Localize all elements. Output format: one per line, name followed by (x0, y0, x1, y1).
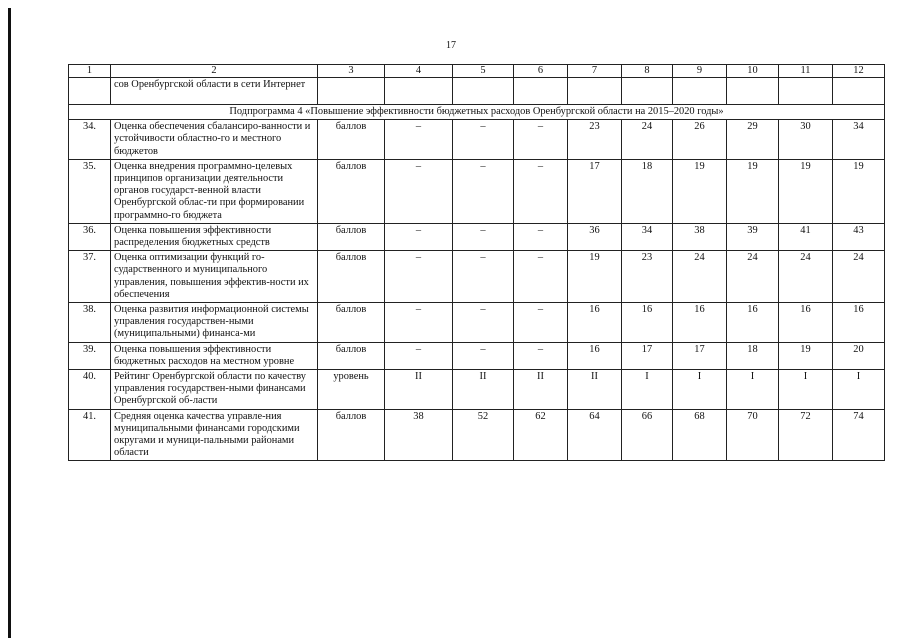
value-cell: 19 (727, 159, 779, 223)
indicator-name-cell: Оценка обеспечения сбалансиро-ванности и устойчивости областно-го и местного бюджетов (111, 120, 318, 160)
value-cell: I (779, 370, 833, 410)
empty-cell (673, 78, 727, 105)
value-cell: 16 (568, 342, 622, 369)
value-cell: 52 (453, 409, 514, 461)
value-cell: 19 (568, 251, 622, 303)
value-cell: – (514, 223, 568, 250)
value-cell: 19 (833, 159, 885, 223)
value-cell: 19 (779, 342, 833, 369)
value-cell: 16 (622, 303, 673, 343)
value-cell: 34 (833, 120, 885, 160)
value-cell: 16 (568, 303, 622, 343)
empty-cell (833, 78, 885, 105)
unit-cell: баллов (318, 251, 385, 303)
value-cell: – (514, 342, 568, 369)
value-cell: 66 (622, 409, 673, 461)
value-cell: – (514, 303, 568, 343)
value-cell: 36 (568, 223, 622, 250)
value-cell: 43 (833, 223, 885, 250)
value-cell: 68 (673, 409, 727, 461)
value-cell: 24 (833, 251, 885, 303)
empty-cell (385, 78, 453, 105)
unit-cell: баллов (318, 120, 385, 160)
row-number-cell: 40. (69, 370, 111, 410)
value-cell: – (453, 159, 514, 223)
table-row (69, 303, 885, 343)
indicator-name-cell: сов Оренбургской области в сети Интернет (111, 78, 318, 105)
value-cell: – (453, 303, 514, 343)
unit-cell: баллов (318, 409, 385, 461)
row-number-cell: 39. (69, 342, 111, 369)
value-cell: – (385, 251, 453, 303)
value-cell: 17 (673, 342, 727, 369)
header-row (69, 65, 885, 78)
value-cell: 19 (779, 159, 833, 223)
table-row (69, 342, 885, 369)
value-cell: – (453, 251, 514, 303)
empty-cell (727, 78, 779, 105)
value-cell: II (453, 370, 514, 410)
unit-cell: баллов (318, 223, 385, 250)
value-cell: 64 (568, 409, 622, 461)
subprogram-row (69, 105, 885, 120)
value-cell: – (385, 303, 453, 343)
value-cell: 17 (622, 342, 673, 369)
value-cell: – (514, 251, 568, 303)
empty-cell (514, 78, 568, 105)
continuation-row (69, 78, 885, 105)
value-cell: 70 (727, 409, 779, 461)
value-cell: 39 (727, 223, 779, 250)
row-number-cell: 35. (69, 159, 111, 223)
table-row (69, 370, 885, 410)
value-cell: 41 (779, 223, 833, 250)
row-number-cell (69, 78, 111, 105)
value-cell: I (673, 370, 727, 410)
value-cell: 20 (833, 342, 885, 369)
indicator-name-cell: Оценка повышения эффективности распределения бюджетных средств (111, 223, 318, 250)
row-number-cell: 34. (69, 120, 111, 160)
value-cell: II (568, 370, 622, 410)
value-cell: 24 (622, 120, 673, 160)
value-cell: 38 (673, 223, 727, 250)
value-cell: 18 (622, 159, 673, 223)
empty-cell (622, 78, 673, 105)
value-cell: 30 (779, 120, 833, 160)
indicator-name-cell: Оценка оптимизации функций го-сударственного и муниципального управления, повышения эффектив-ности их обеспечения (111, 251, 318, 303)
value-cell: – (385, 120, 453, 160)
indicator-name-cell: Оценка повышения эффективности бюджетных расходов на местном уровне (111, 342, 318, 369)
value-cell: 19 (673, 159, 727, 223)
value-cell: 16 (673, 303, 727, 343)
header-cell: 3 (318, 65, 385, 78)
header-cell: 6 (514, 65, 568, 78)
value-cell: 72 (779, 409, 833, 461)
value-cell: – (385, 223, 453, 250)
row-number-cell: 38. (69, 303, 111, 343)
row-number-cell: 37. (69, 251, 111, 303)
subprogram-title: Подпрограмма 4 «Повышение эффективности бюджетных расходов Оренбургской области на 2015–2020 годы» (69, 105, 885, 120)
header-cell: 9 (673, 65, 727, 78)
indicator-name-cell: Рейтинг Оренбургской области по качеству управления государствен-ными финансами Оренбургской об-ласти (111, 370, 318, 410)
value-cell: – (514, 120, 568, 160)
value-cell: II (385, 370, 453, 410)
indicator-name-cell: Средняя оценка качества управле-ния муниципальными финансами городскими округами и муници-пальными районами области (111, 409, 318, 461)
indicators-table (68, 64, 885, 461)
value-cell: 18 (727, 342, 779, 369)
empty-cell (568, 78, 622, 105)
header-cell: 11 (779, 65, 833, 78)
value-cell: 26 (673, 120, 727, 160)
row-number-cell: 36. (69, 223, 111, 250)
value-cell: 29 (727, 120, 779, 160)
header-cell: 4 (385, 65, 453, 78)
value-cell: 34 (622, 223, 673, 250)
page-number: 17 (446, 40, 456, 51)
value-cell: 24 (673, 251, 727, 303)
table-body (69, 65, 885, 461)
indicator-name-cell: Оценка развития информационной системы управления государствен-ными (муниципальными) финанса-ми (111, 303, 318, 343)
value-cell: – (385, 342, 453, 369)
empty-cell (779, 78, 833, 105)
table-row (69, 223, 885, 250)
table-row (69, 159, 885, 223)
value-cell: I (727, 370, 779, 410)
unit-cell: баллов (318, 303, 385, 343)
value-cell: 16 (779, 303, 833, 343)
table-row (69, 251, 885, 303)
value-cell: 62 (514, 409, 568, 461)
empty-cell (453, 78, 514, 105)
table-row (69, 120, 885, 160)
value-cell: 16 (727, 303, 779, 343)
value-cell: 24 (727, 251, 779, 303)
indicator-name-cell: Оценка внедрения программно-целевых принципов организации деятельности органов государст-венной власти Оренбургской облас-ти при формировании программно-го бюджета (111, 159, 318, 223)
header-cell: 1 (69, 65, 111, 78)
header-cell: 8 (622, 65, 673, 78)
value-cell: – (385, 159, 453, 223)
unit-cell: баллов (318, 159, 385, 223)
value-cell: 74 (833, 409, 885, 461)
value-cell: I (622, 370, 673, 410)
unit-cell: баллов (318, 342, 385, 369)
header-cell: 2 (111, 65, 318, 78)
value-cell: 24 (779, 251, 833, 303)
row-number-cell: 41. (69, 409, 111, 461)
header-cell: 5 (453, 65, 514, 78)
value-cell: – (453, 223, 514, 250)
value-cell: – (453, 342, 514, 369)
value-cell: 23 (568, 120, 622, 160)
table-row (69, 409, 885, 461)
value-cell: – (514, 159, 568, 223)
value-cell: 17 (568, 159, 622, 223)
value-cell: 38 (385, 409, 453, 461)
header-cell: 12 (833, 65, 885, 78)
value-cell: I (833, 370, 885, 410)
page-edge-bar (8, 8, 11, 638)
empty-cell (318, 78, 385, 105)
header-cell: 7 (568, 65, 622, 78)
value-cell: 23 (622, 251, 673, 303)
value-cell: II (514, 370, 568, 410)
value-cell: 16 (833, 303, 885, 343)
header-cell: 10 (727, 65, 779, 78)
unit-cell: уровень (318, 370, 385, 410)
value-cell: – (453, 120, 514, 160)
